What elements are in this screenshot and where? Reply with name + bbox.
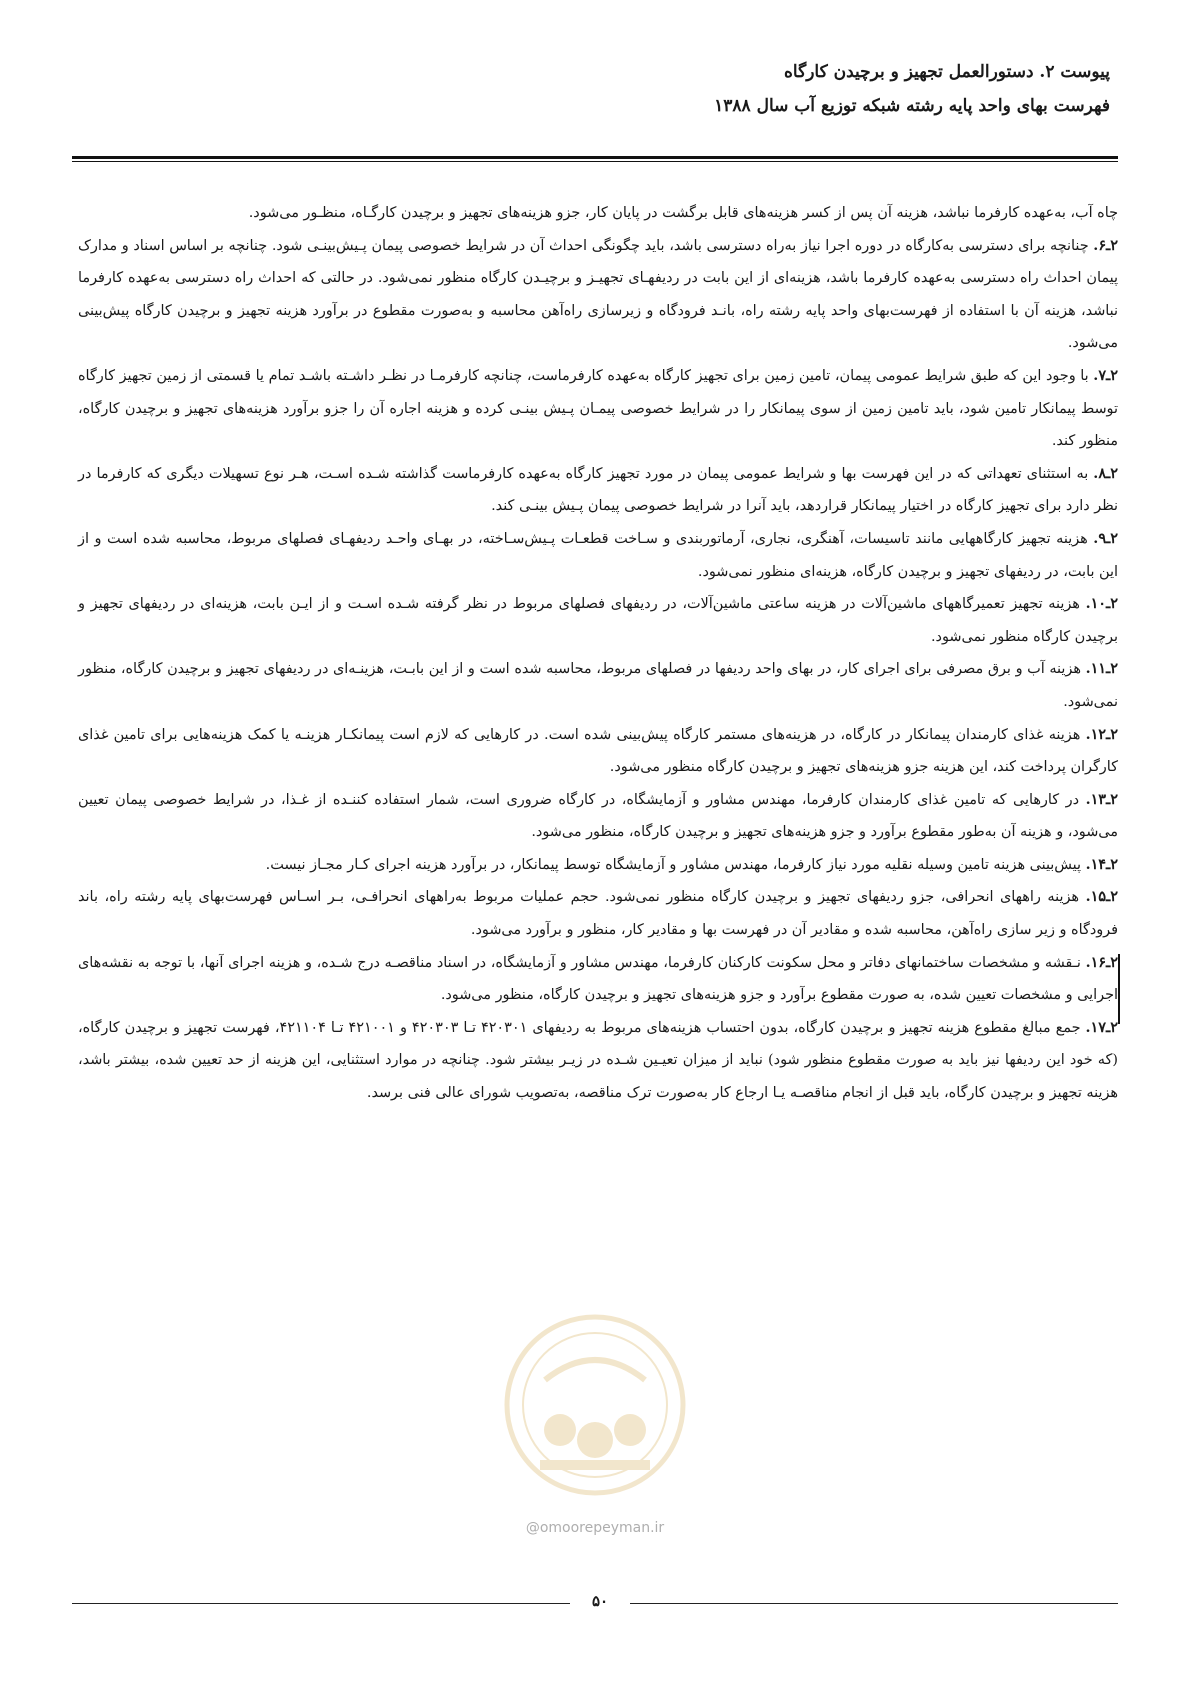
paragraph [78, 197, 1118, 230]
paragraph [78, 947, 1118, 1012]
paragraph [78, 458, 1118, 523]
paragraph-number: ۲ـ۱۷. [1085, 1018, 1118, 1036]
paragraph-text: با وجود این که طبق شرایط عمومی پیمان، تامین زمین برای تجهیز کارگاه به‌عهده کارفرماست، چنانچه کارفرمـا در نظـر داشـته باشـد تمام یا قسمتی از زمین تجهیز کارگاه توسط پیمانکار تامین شود، باید تامین زمین از سوی پیمانکار را در شرایط خصوصی پیمـان پـیش بینـی کرده و هزینه اجاره آن را جزو برآورد هزینه‌های تجهیز و برچیدن کارگاه، منظور کند. [78, 367, 1118, 450]
paragraph [78, 653, 1118, 718]
paragraph-text: نـقشه و مشخصات ساختمانهای دفاتر و محل سکونت کارکنان کارفرما، مهندس مشاور و آزمایشگاه، در اسناد مناقصـه درج شـده، و هزینه اجرای آنها، با توجه به نقشه‌های اجرایی و مشخصات تعیین شده، به صورت مقطوع برآورد و جزو هزینه‌های تجهیز و برچیدن کارگاه، منظور می‌شود. [78, 954, 1118, 1004]
paragraph-number: ۲ـ۱۳. [1085, 790, 1118, 808]
paragraph-number: ۲ـ۸. [1093, 464, 1118, 482]
page-header [80, 58, 1110, 126]
paragraph-text: به استثنای تعهداتی که در این فهرست بها و شرایط عمومی پیمان در مورد تجهیز کارگاه به‌عهده کارفرماست گذاشته شـده اسـت، هـر نوع تسهیلات دیگری که کارفرما در نظر دارد برای تجهیز کارگاه در اختیار پیمانکار قراردهد، باید آنرا در شرایط خصوصی پیمان پـیش بینـی کند. [78, 465, 1118, 515]
watermark-url: @omoorepeyman.ir [525, 1520, 665, 1536]
omoore-peyman-seal-icon [500, 1310, 690, 1510]
paragraph-number: ۲ـ۱۴. [1085, 855, 1118, 873]
footer-rule-left [72, 1603, 570, 1604]
header-price-list-title: فهرست بهای واحد پایه رشته شبکه توزیع آب سال ۱۳۸۸ [714, 96, 1110, 116]
paragraph [78, 849, 1118, 882]
paragraph-number: ۲ـ۱۲. [1085, 725, 1118, 743]
paragraph [78, 784, 1118, 849]
paragraph-number: ۲ـ۱۶. [1085, 953, 1118, 971]
paragraph [78, 360, 1118, 458]
paragraph-text: در کارهایی که تامین غذای کارمندان کارفرما، مهندس مشاور و آزمایشگاه، در کارگاه ضروری است، شمار استفاده کننـده از غـذا، در شرایط خصوصی پیمان تعیین می‌شود، و هزینه آن به‌طور مقطوع برآورد و جزو هزینه‌های تجهیز و برچیدن کارگاه، منظور می‌شود. [78, 791, 1118, 841]
page-number: ۵۰ [591, 1592, 609, 1610]
paragraph-number: ۲ـ۹. [1093, 529, 1118, 547]
paragraph-text: هزینه تجهیز کارگاههایی مانند تاسیسات، آهنگری، نجاری، آرماتوربندی و سـاخت قطعـات پـیش‌سـاخته، در بهـای واحـد ردیفهـای فصلهای مربوط، محاسبه شده است و از این بابت، در ردیفهای تجهیز و برچیدن کارگاه، هزینه‌ای منظور نمی‌شود. [78, 530, 1118, 580]
paragraph [78, 719, 1118, 784]
paragraph [78, 1012, 1118, 1110]
paragraph-number: ۲ـ۷. [1093, 366, 1118, 384]
header-appendix-title: پیوست ۲. دستورالعمل تجهیز و برچیدن کارگاه [784, 62, 1110, 82]
paragraph-text: پیش‌بینی هزینه تامین وسیله نقلیه مورد نیاز کارفرما، مهندس مشاور و آزمایشگاه توسط پیمانکار، در برآورد هزینه اجرای کـار مجـاز نیست. [265, 856, 1086, 873]
paragraph-text: هزینه آب و برق مصرفی برای اجرای کار، در بهای واحد ردیفها در فصلهای مربوط، محاسبه شده است و از این بابـت، هزینـه‌ای در ردیفهای تجهیز و برچیدن کارگاه، منظور نمی‌شود. [78, 661, 1118, 710]
paragraph-text: هزینه راههای انحرافی، جزو ردیفهای تجهیز و برچیدن کارگاه منظور نمی‌شود. حجم عملیات مربوط به‌راههای انحرافـی، بـر اسـاس فهرست‌بهای پایه رشته راه، باند فرودگاه و زیر سازی راه‌آهن، محاسبه شده و مقادیر آن در فهرست بها و مقادیر کار، منظور و برآورد می‌شود. [78, 889, 1118, 939]
paragraph-number: ۲ـ۱۱. [1085, 660, 1118, 678]
header-rule-thin [72, 161, 1118, 162]
paragraph-number: ۲ـ۱۰. [1085, 595, 1118, 613]
paragraph-text: چاه آب، به‌عهده کارفرما نباشد، هزینه آن پس از کسر هزینه‌های قابل برگشت در پایان کار، جزو هزینه‌های تجهیز و برچیدن کارگـاه، منظـور می‌شود. [248, 205, 1118, 221]
paragraph-text: هزینه غذای کارمندان پیمانکار در کارگاه، در هزینه‌های مستمر کارگاه پیش‌بینی شده است. در کارهایی که لازم است پیمانکـار هزینـه یا کمک هزینه‌هایی برای تامین غذای کارگران پرداخت کند، این هزینه جزو هزینه‌های تجهیز و برچیدن کارگاه منظور می‌شود. [78, 726, 1118, 776]
paragraph-number: ۲ـ۶. [1093, 236, 1118, 254]
paragraph [78, 881, 1118, 946]
paragraph-text: چنانچه برای دسترسی به‌کارگاه در دوره اجرا نیاز به‌راه دسترسی باشد، باید چگونگی احداث آن در شرایط خصوصی پیمان پـیش‌بینـی شود. چنانچه بر اساس اسناد و مدارک پیمان احداث راه دسترسی به‌عهده کارفرما باشد، هزینه‌ای از این بابت در ردیفهـای تجهیـز و برچیـدن کارگاه منظور نمی‌شود. در حالتی که احداث راه دسترسی به‌عهده کارفرما نباشد، هزینه آن با استفاده از فهرست‌بهای واحد پایه رشته راه، بانـد فرودگاه و زیرسازی راه‌آهن محاسبه و به‌صورت مقطوع در برآورد هزینه تجهیز و برچیدن کارگاه پیش‌بینی می‌شود. [78, 237, 1118, 352]
header-rule-thick [72, 156, 1118, 159]
paragraph-text: جمع مبالغ مقطوع هزینه تجهیز و برچیدن کارگاه، بدون احتساب هزینه‌های مربوط به ردیفهای ۴۲۰۳۰۱ تـا ۴۲۰۳۰۳ و ۴۲۱۰۰۱ تـا ۴۲۱۱۰۴، فهرست تجهیز و برچیدن کارگاه، (که خود این ردیفها نیز باید به صورت مقطوع منظور شود) نباید از میزان تعیـین شـده در زیـر بیشتر شود. چنانچه در موارد استثنایی، این هزینه از حد تعیین شده، بیشتر باشد، هزینه تجهیز و برچیدن کارگاه، باید قبل از انجام مناقصـه یـا ارجاع کار به‌صورت ترک مناقصه، به‌تصویب شورای عالی فنی برسد. [78, 1019, 1118, 1102]
paragraph [78, 588, 1118, 653]
paragraph [78, 230, 1118, 360]
paragraph [78, 523, 1118, 588]
paragraph-text: هزینه تجهیز تعمیرگاههای ماشین‌آلات در هزینه ساعتی ماشین‌آلات، در ردیفهای فصلهای مربوط در نظر گرفته شـده اسـت و از ایـن بابت، هزینه‌ای در ردیفهای تجهیز و برچیدن کارگاه منظور نمی‌شود. [78, 596, 1118, 645]
paragraph-number: ۲ـ۱۵. [1085, 888, 1118, 906]
revision-change-bar [1118, 954, 1120, 1024]
footer-rule-right [630, 1603, 1118, 1604]
document-body [78, 197, 1118, 1110]
